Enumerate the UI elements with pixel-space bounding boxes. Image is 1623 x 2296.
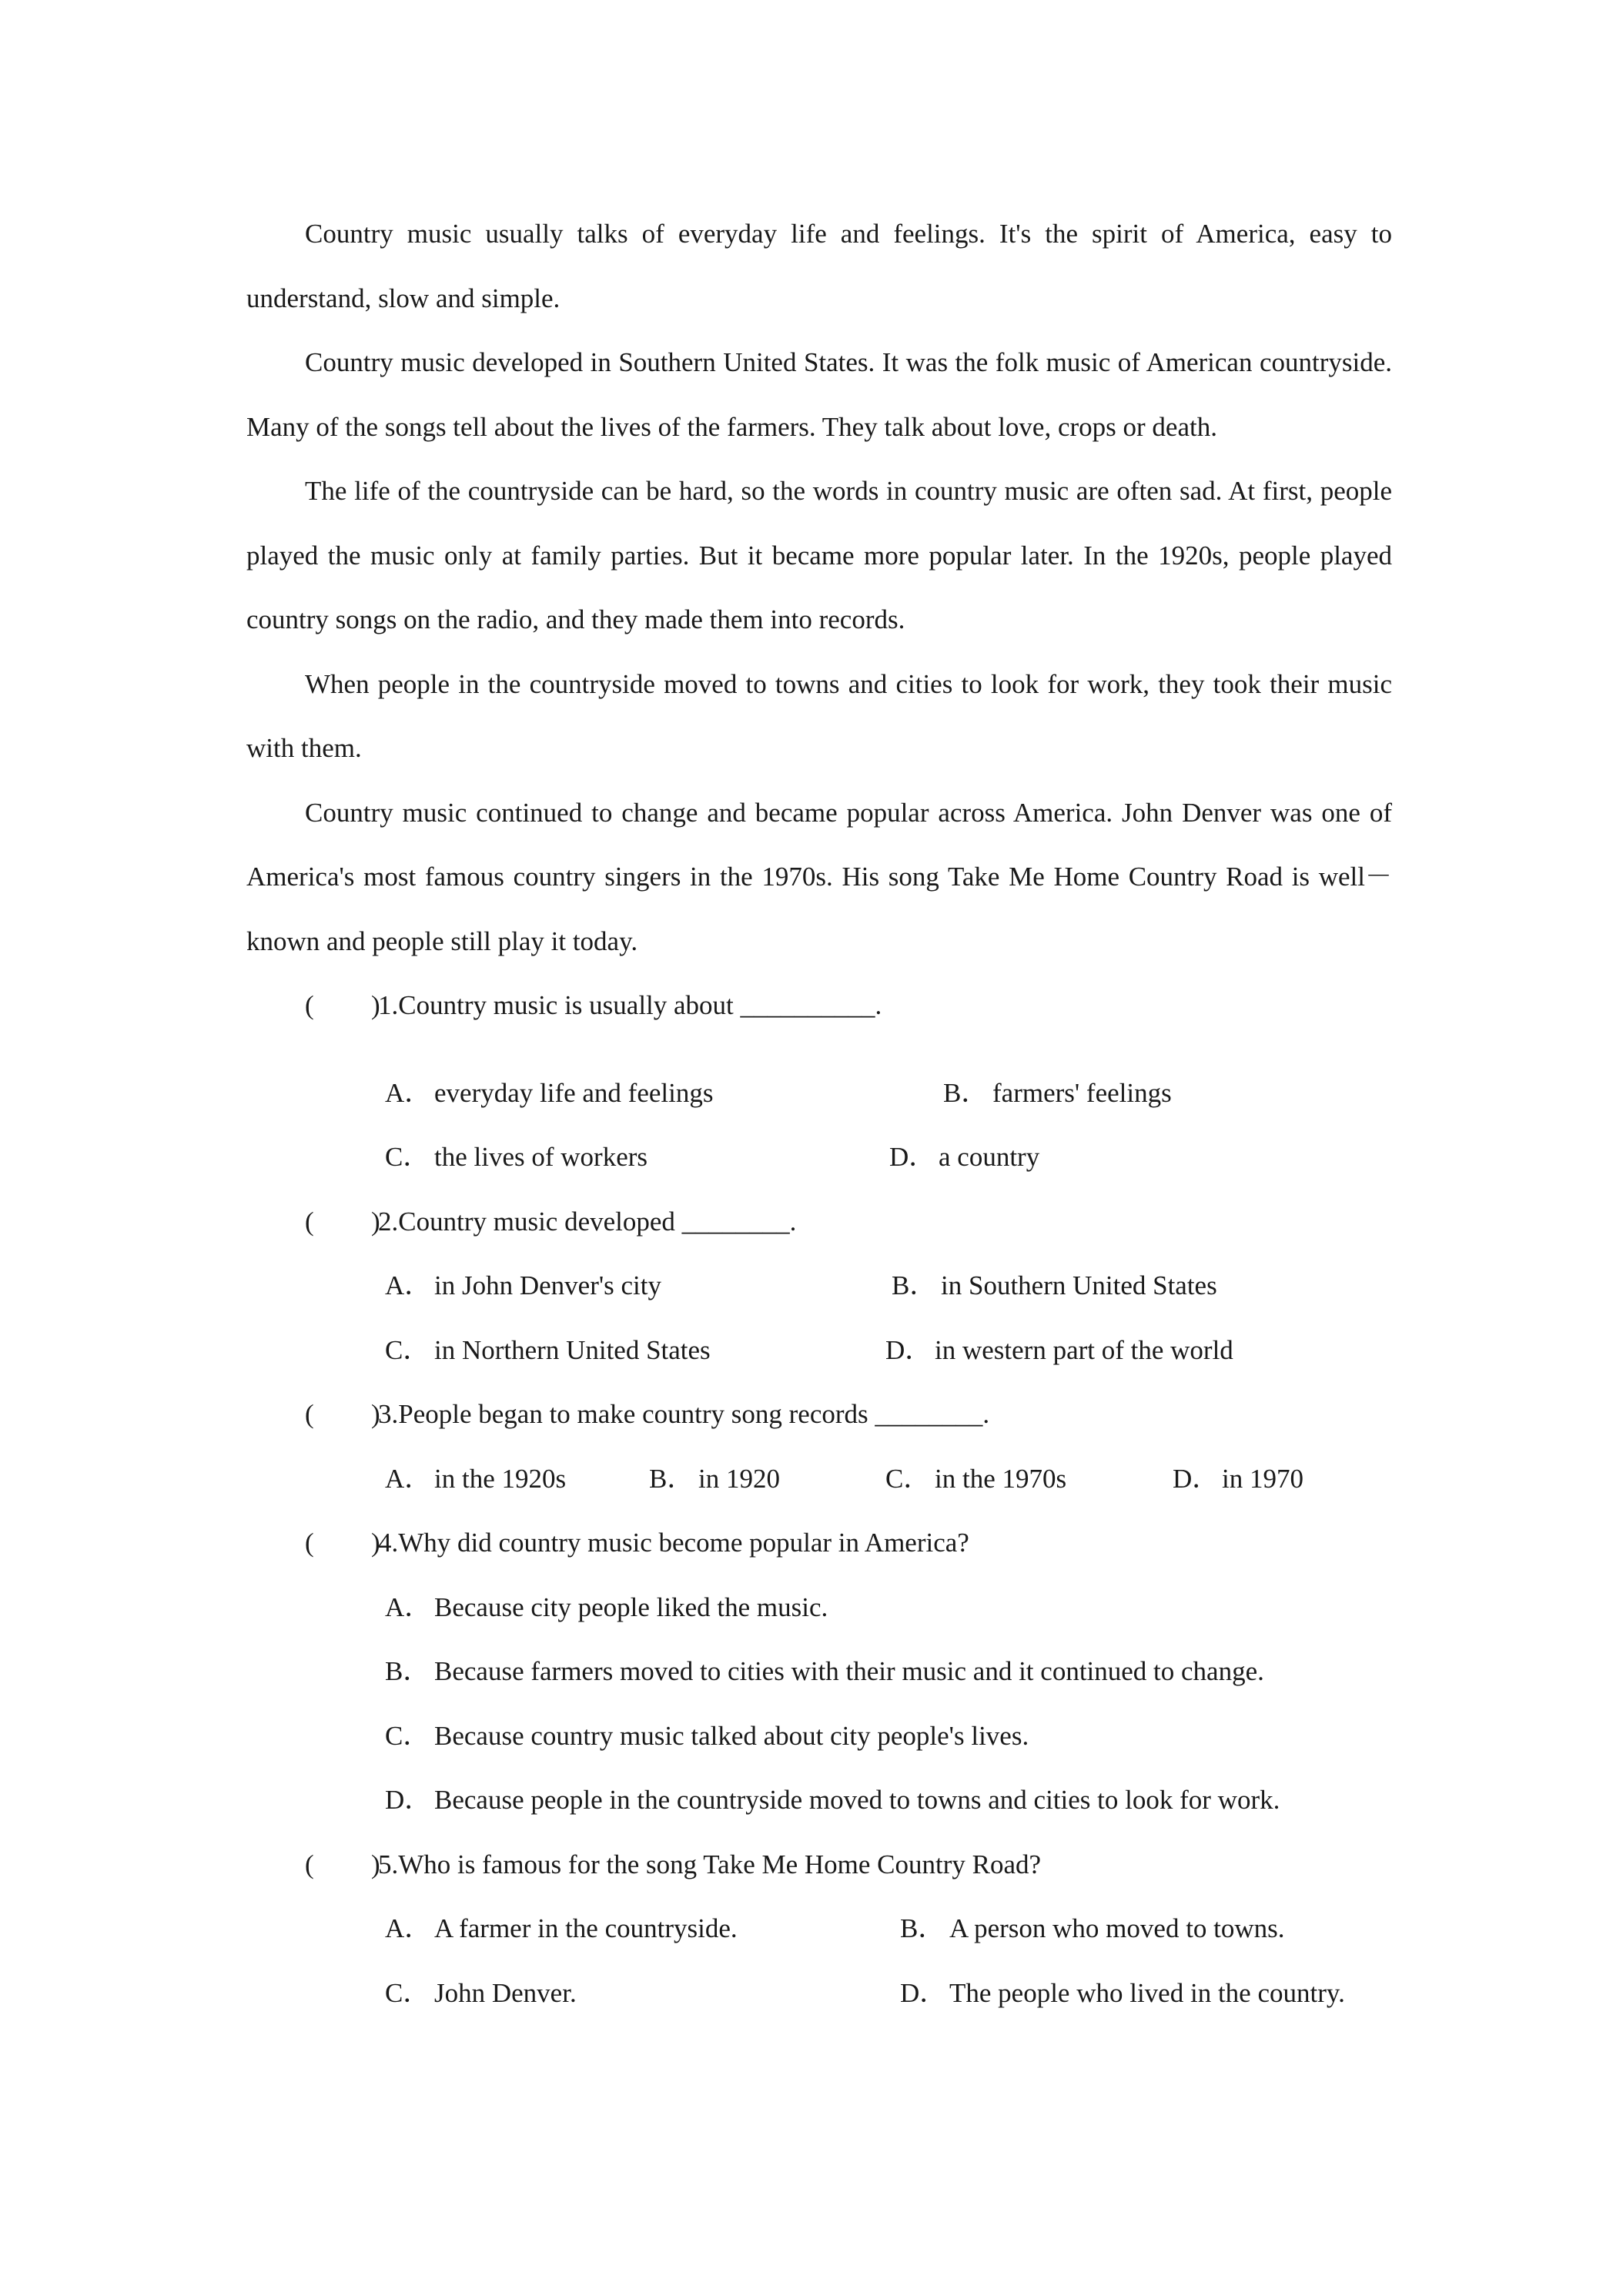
option-row — [246, 1639, 1392, 1704]
question-2 — [246, 1190, 1392, 1254]
answer-paren-open: ( — [305, 1206, 314, 1237]
option-row — [246, 1447, 1392, 1511]
option-d — [385, 1768, 1280, 1832]
option-letter: C． — [885, 1463, 931, 1494]
option-row — [246, 1961, 1392, 2026]
question-stem: 4.Why did country music become popular in America? — [378, 1528, 969, 1558]
option-b — [892, 1253, 1217, 1318]
option-letter: C． — [385, 1334, 430, 1365]
question-stem: 2.Country music developed ________. — [378, 1206, 797, 1237]
option-letter: C． — [385, 1977, 430, 2008]
option-text: John Denver. — [434, 1977, 577, 2008]
option-row — [246, 1768, 1392, 1832]
option-text: A person who moved to towns. — [949, 1913, 1285, 1943]
option-a — [385, 1253, 661, 1318]
option-text: Because farmers moved to cities with their music and it continued to change. — [434, 1656, 1264, 1686]
option-c — [385, 1704, 1029, 1769]
option-letter: B． — [943, 1077, 989, 1108]
option-letter: D． — [1173, 1463, 1220, 1494]
option-a — [385, 1447, 566, 1511]
answer-paren-open: ( — [305, 1849, 314, 1879]
option-letter: D． — [385, 1785, 432, 1815]
option-d — [900, 1961, 1345, 2026]
option-letter: D． — [900, 1977, 947, 2008]
option-letter: A． — [385, 1463, 432, 1494]
option-text: in John Denver's city — [434, 1270, 662, 1300]
option-text: in Southern United States — [941, 1270, 1217, 1300]
option-text: a country — [939, 1142, 1040, 1172]
option-letter: B． — [385, 1656, 430, 1686]
option-text: in 1970 — [1222, 1463, 1303, 1494]
option-text: in western part of the world — [935, 1334, 1233, 1365]
option-letter: B． — [900, 1913, 945, 1943]
option-text: in 1920 — [698, 1463, 780, 1494]
passage-paragraph-1: Country music usually talks of everyday life and feelings. It's the spirit of America, easy to understand, slow and simple. — [246, 219, 1392, 313]
option-c — [385, 1961, 577, 2026]
option-b — [943, 1061, 1172, 1126]
question-4 — [246, 1511, 1392, 1575]
option-text: everyday life and feelings — [434, 1077, 714, 1108]
option-b — [900, 1896, 1285, 1961]
option-letter: A． — [385, 1591, 432, 1622]
option-row — [246, 1575, 1392, 1640]
answer-paren-close: ) — [371, 990, 380, 1020]
option-row — [246, 1704, 1392, 1769]
option-d — [1173, 1447, 1303, 1511]
option-d — [885, 1318, 1233, 1383]
question-stem: 5.Who is famous for the song Take Me Home Country Road? — [378, 1849, 1042, 1879]
option-letter: C． — [385, 1142, 430, 1172]
question-stem: 1.Country music is usually about __________. — [378, 990, 882, 1020]
answer-paren-close: ) — [371, 1849, 380, 1879]
option-text: Because people in the countryside moved to towns and cities to look for work. — [434, 1785, 1280, 1815]
option-letter: B． — [649, 1463, 694, 1494]
option-row — [246, 1896, 1392, 1961]
question-3 — [246, 1382, 1392, 1447]
option-row — [246, 1061, 1392, 1126]
option-row — [246, 1318, 1392, 1383]
option-letter: C． — [385, 1720, 430, 1751]
option-c — [385, 1125, 648, 1190]
answer-paren-close: ) — [371, 1528, 380, 1558]
option-row — [246, 1253, 1392, 1318]
option-text: farmers' feelings — [992, 1077, 1172, 1108]
option-letter: A． — [385, 1077, 432, 1108]
option-text: A farmer in the countryside. — [434, 1913, 738, 1943]
answer-paren-open: ( — [305, 1528, 314, 1558]
option-letter: A． — [385, 1913, 432, 1943]
worksheet-content — [246, 202, 1392, 2025]
option-c — [385, 1318, 711, 1383]
option-text: Because city people liked the music. — [434, 1591, 828, 1622]
option-letter: D． — [885, 1334, 932, 1365]
option-letter: D． — [889, 1142, 936, 1172]
answer-paren-open: ( — [305, 1399, 314, 1429]
option-letter: A． — [385, 1270, 432, 1300]
option-a — [385, 1061, 713, 1126]
question-stem: 3.People began to make country song records ________. — [378, 1399, 990, 1429]
option-a — [385, 1896, 738, 1961]
option-b — [649, 1447, 780, 1511]
passage-paragraph-5: Country music continued to change and became popular across America. John Denver was one of America's most famous country singers in the 1970s. His song Take Me Home Country Road is well－known and people still play it today. — [246, 797, 1392, 956]
option-text: the lives of workers — [434, 1142, 648, 1172]
option-a — [385, 1575, 828, 1640]
option-row — [246, 1125, 1392, 1190]
answer-paren-open: ( — [305, 990, 314, 1020]
option-letter: B． — [892, 1270, 937, 1300]
passage-paragraph-3: The life of the countryside can be hard, so the words in country music are often sad. At first, people played the music only at family parties. But it became more popular later. In the 1920s, people played country songs on the radio, and they made them into records. — [246, 476, 1392, 634]
passage-paragraph-4: When people in the countryside moved to towns and cities to look for work, they took their music with them. — [246, 668, 1392, 763]
option-text: Because country music talked about city people's lives. — [434, 1720, 1029, 1751]
answer-paren-close: ) — [371, 1399, 380, 1429]
question-5 — [246, 1832, 1392, 1897]
option-text: in the 1920s — [434, 1463, 567, 1494]
passage-paragraph-2: Country music developed in Southern United States. It was the folk music of American countryside. Many of the songs tell about the lives of the farmers. They talk about love, crops or death. — [246, 347, 1392, 442]
option-c — [885, 1447, 1066, 1511]
option-text: The people who lived in the country. — [949, 1977, 1345, 2008]
question-1 — [246, 973, 1392, 1038]
option-text: in Northern United States — [434, 1334, 711, 1365]
option-text: in the 1970s — [935, 1463, 1067, 1494]
answer-paren-close: ) — [371, 1206, 380, 1237]
option-d — [889, 1125, 1039, 1190]
option-b — [385, 1639, 1264, 1704]
